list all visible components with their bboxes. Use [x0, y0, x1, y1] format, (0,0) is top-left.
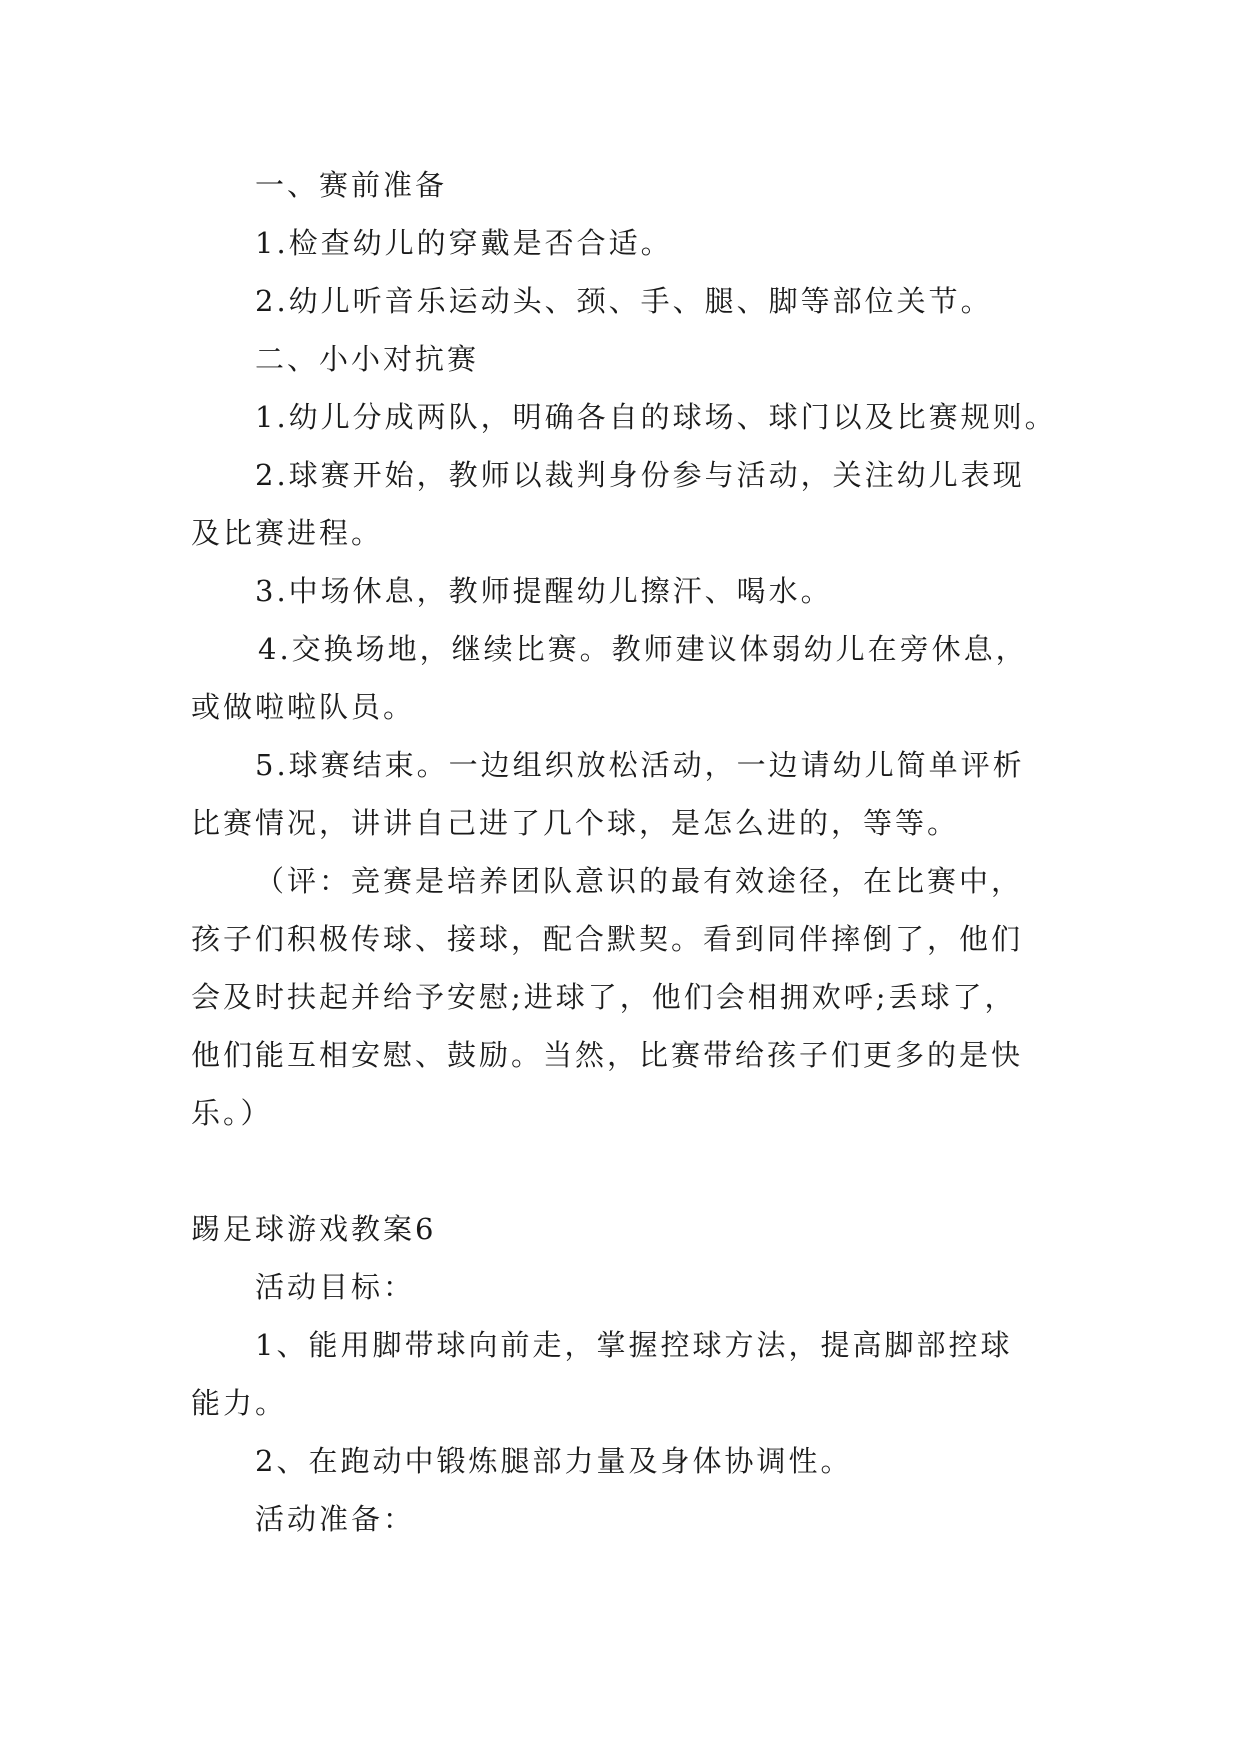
paragraph-line: 2.球赛开始，教师以裁判身份参与活动，关注幼儿表现: [255, 458, 1025, 492]
paragraph-line: 1.幼儿分成两队，明确各自的球场、球门以及比赛规则。: [255, 400, 1057, 434]
paragraph-line: 2、在跑动中锻炼腿部力量及身体协调性。: [255, 1444, 853, 1478]
lesson-plan-title: 踢足球游戏教案6: [191, 1212, 437, 1246]
paragraph-line: 1.检查幼儿的穿戴是否合适。: [255, 226, 673, 260]
section-heading-match: 二、小小对抗赛: [255, 342, 480, 376]
paragraph-line: 比赛情况，讲讲自己进了几个球，是怎么进的，等等。: [191, 806, 960, 840]
paragraph-line: 1、能用脚带球向前走，掌握控球方法，提高脚部控球: [255, 1328, 1013, 1362]
paragraph-line: 2.幼儿听音乐运动头、颈、手、腿、脚等部位关节。: [255, 284, 993, 318]
comment-line: 会及时扶起并给予安慰;进球了，他们会相拥欢呼;丢球了，: [191, 980, 1017, 1014]
paragraph-line: 或做啦啦队员。: [191, 690, 416, 724]
paragraph-line: 能力。: [191, 1386, 288, 1420]
paragraph-line: 及比赛进程。: [191, 516, 384, 550]
paragraph-line: 3.中场休息，教师提醒幼儿擦汗、喝水。: [255, 574, 833, 608]
comment-line: （评：竞赛是培养团队意识的最有效途径，在比赛中，: [255, 864, 1024, 898]
paragraph-line: 4.交换场地，继续比赛。教师建议体弱幼儿在旁休息，: [258, 632, 1028, 666]
subheading-objectives: 活动目标：: [255, 1270, 416, 1304]
comment-line: 乐。）: [191, 1096, 273, 1130]
paragraph-line: 5.球赛结束。一边组织放松活动，一边请幼儿简单评析: [255, 748, 1025, 782]
comment-line: 孩子们积极传球、接球，配合默契。看到同伴摔倒了，他们: [191, 922, 1024, 956]
subheading-preparation: 活动准备：: [255, 1502, 416, 1536]
section-heading-pre-match: 一、赛前准备: [255, 168, 448, 202]
comment-line: 他们能互相安慰、鼓励。当然，比赛带给孩子们更多的是快: [191, 1038, 1024, 1072]
